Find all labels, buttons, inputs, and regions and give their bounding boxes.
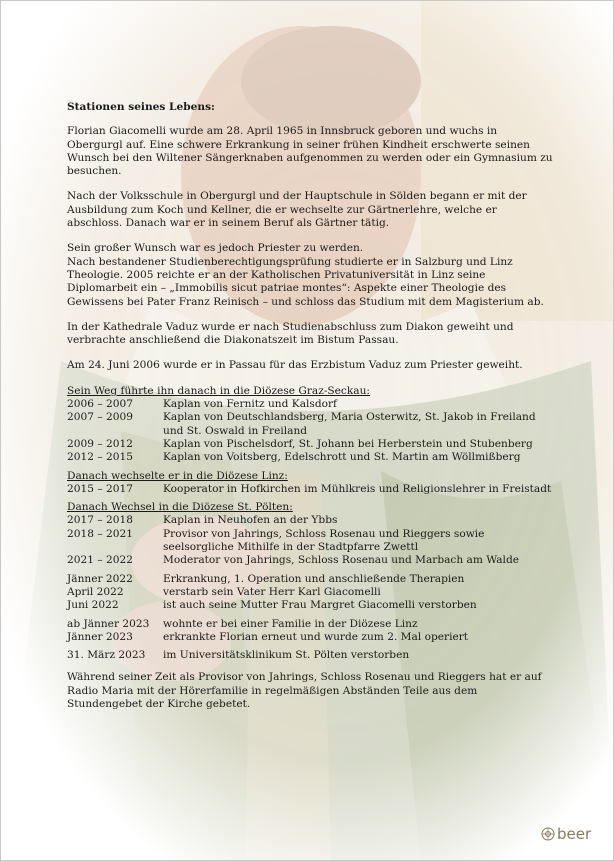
event-text: verstarb sein Vater Herr Karl Giacomelli	[163, 585, 381, 598]
timeline-date: 2006 – 2007	[67, 398, 133, 411]
timeline-text: Kaplan von Deutschlandsberg, Maria Osterwitz, St. Jakob in Freiland und St. Oswald in Freiland	[163, 411, 536, 437]
timeline-text: Kaplan von Voitsberg, Edelschrott und St. Martin am Wöllmißberg	[163, 451, 521, 464]
timeline-date: 2021 – 2022	[67, 554, 133, 567]
event-date: Juni 2022	[67, 599, 119, 612]
timeline-date: 2018 – 2021	[67, 527, 133, 540]
timeline-date: 2015 – 2017	[67, 482, 133, 495]
section-title-linz: Danach wechselte er in die Diözese Linz:	[67, 469, 288, 482]
logo-text: beer	[557, 825, 592, 843]
event-row	[67, 599, 555, 612]
timeline-text: Kaplan von Pischelsdorf, St. Johann bei Herberstein und Stubenberg	[163, 437, 533, 450]
event-row	[67, 649, 555, 662]
timeline-text: Kaplan von Fernitz und Kalsdorf	[163, 398, 337, 411]
paragraph: Florian Giacomelli wurde am 28. April 1965 in Innsbruck geboren und wuchs in Obergurgl auf. Eine schwere Erkrankung in seiner frühen Kindheit erschwerte seinen Wunsch bei den Wiltener Sängerknaben aufgenommen zu werden oder ein Gymnasium zu besuchen.	[67, 125, 553, 178]
timeline-date: 2017 – 2018	[67, 514, 133, 527]
timeline-text: Kaplan in Neuhofen an der Ybbs	[163, 514, 338, 527]
event-date: 31. März 2023	[67, 649, 146, 662]
timeline-row	[67, 438, 555, 451]
biography-text	[67, 101, 555, 723]
page-heading: Stationen seines Lebens:	[67, 101, 215, 113]
event-text: ist auch seine Mutter Frau Margret Giacomelli verstorben	[163, 599, 477, 612]
event-row	[67, 586, 555, 599]
timeline-row	[67, 514, 555, 527]
timeline-row	[67, 451, 555, 464]
event-text: wohnte er bei einer Familie in der Diözese Linz	[163, 617, 418, 630]
event-date: April 2022	[67, 585, 124, 598]
timeline-row	[67, 411, 555, 438]
timeline-date: 2007 – 2009	[67, 411, 133, 424]
timeline-text: Moderator von Jahrings, Schloss Rosenau und Marbach am Walde	[163, 554, 519, 567]
event-date: Jänner 2022	[67, 572, 133, 585]
timeline-text: Kooperator in Hofkirchen im Mühlkreis und Religionslehrer in Freistadt	[163, 482, 552, 495]
event-row	[67, 573, 555, 586]
event-text: erkrankte Florian erneut und wurde zum 2. Mal operiert	[163, 630, 469, 643]
paragraph: Sein großer Wunsch war es jedoch Priester zu werden. Nach bestandener Studienberechtigungsprüfung studierte er in Salzburg und Linz Theologie. 2005 reichte er an der Katholischen Privatuniversität in Linz seine Diplomarbeit ein – „Immobilis sicut patriae montes“: Aspekte einer Theologie des Gewissens bei Pater Franz Reinisch – und schloss das Studium mit dem Magisterium ab.	[67, 242, 544, 308]
event-text: Erkrankung, 1. Operation und anschließende Therapien	[163, 572, 465, 585]
paragraph: Nach der Volksschule in Obergurgl und der Hauptschule in Sölden begann er mit der Ausbildung zum Koch und Kellner, die er wechselte zur Gärtnerlehre, welche er abschloss. Danach war er in seinem Beruf als Gärtner tätig.	[67, 190, 527, 230]
timeline-row	[67, 483, 555, 496]
event-date: Jänner 2023	[67, 630, 133, 643]
event-row	[67, 618, 555, 631]
timeline-row	[67, 554, 555, 567]
timeline-text: Provisor von Jahrings, Schloss Rosenau und Rieggers sowie seelsorgliche Mithilfe in der Stadtpfarre Zwettl	[163, 527, 485, 554]
timeline-date: 2012 – 2015	[67, 451, 133, 464]
timeline-row	[67, 528, 555, 555]
timeline-row	[67, 398, 555, 411]
event-date: ab Jänner 2023	[67, 617, 150, 630]
paragraph: Am 24. Juni 2006 wurde er in Passau für das Erzbistum Vaduz zum Priester geweiht.	[67, 359, 523, 372]
event-text: im Universitätsklinikum St. Pölten verstorben	[163, 649, 410, 662]
timeline-date: 2009 – 2012	[67, 437, 133, 450]
section-title-graz: Sein Weg führte ihn danach in die Diözese Graz-Seckau:	[67, 384, 370, 397]
rosette-icon	[541, 827, 555, 841]
beer-logo	[541, 825, 591, 843]
paragraph: In der Kathedrale Vaduz wurde er nach Studienabschluss zum Diakon geweiht und verbrachte anschließend die Diakonatszeit im Bistum Passau.	[67, 320, 514, 347]
closing-paragraph: Während seiner Zeit als Provisor von Jahrings, Schloss Rosenau und Rieggers hat er auf Radio Maria mit der Hörerfamilie in regelmäßigen Abständen Teile aus dem Stundengebet der Kirche gebetet.	[67, 671, 542, 710]
section-title-st-poelten: Danach Wechsel in die Diözese St. Pölten:	[67, 501, 293, 514]
event-row	[67, 631, 555, 644]
